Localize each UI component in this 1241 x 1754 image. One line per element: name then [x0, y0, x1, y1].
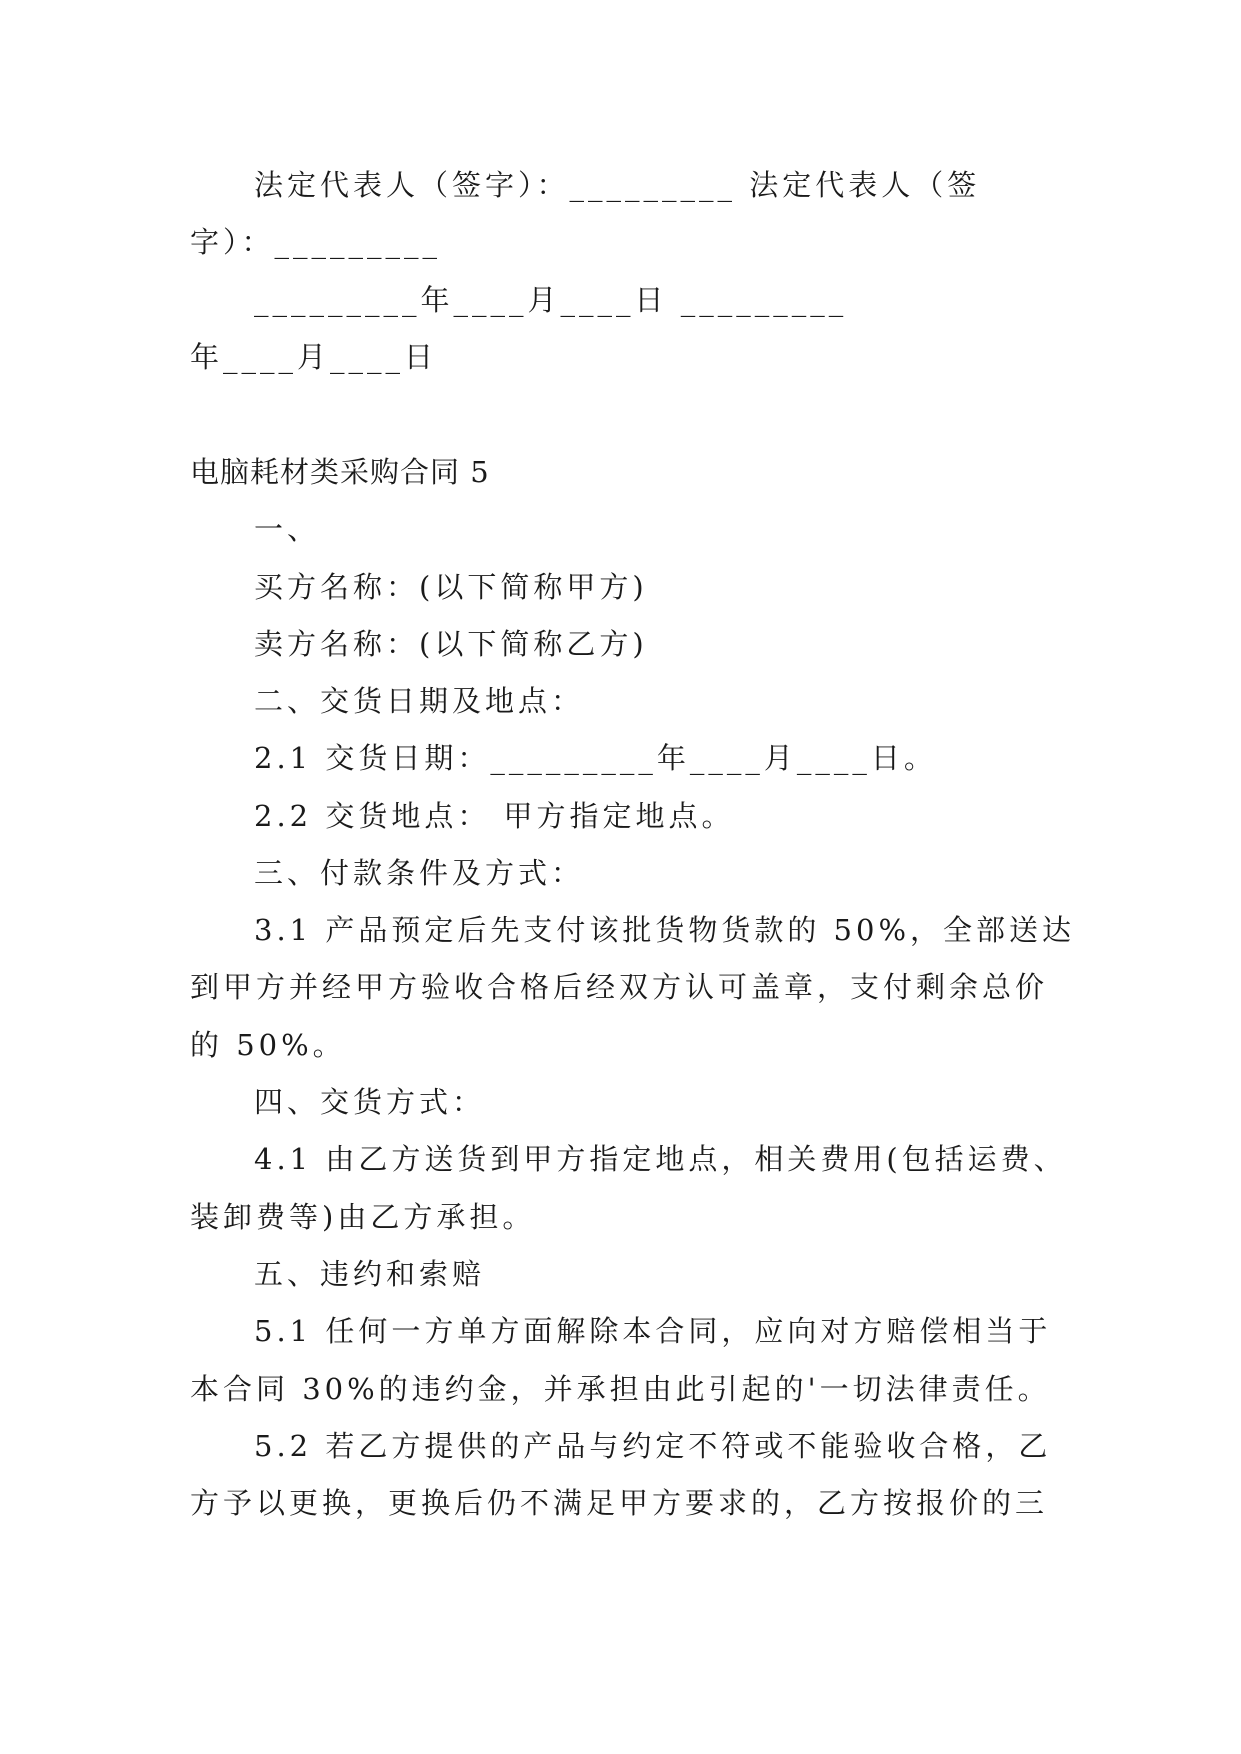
section-1-heading: 一、	[254, 512, 321, 546]
clause-5-2-line-2: 方予以更换，更换后仍不满足甲方要求的，乙方按报价的三	[190, 1486, 1049, 1520]
clause-5-2-line-1: 5.2 若乙方提供的产品与约定不符或不能验收合格，乙	[254, 1429, 1052, 1463]
clause-4-1-line-1: 4.1 由乙方送货到甲方指定地点，相关费用(包括运费、	[254, 1142, 1067, 1176]
section-5-heading: 五、违约和索赔	[254, 1257, 486, 1291]
section-4-heading: 四、交货方式：	[254, 1085, 486, 1119]
clause-2-1: 2.1 交货日期：_________年____月____日。	[254, 741, 937, 775]
clause-5-1-line-1: 5.1 任何一方单方面解除本合同，应向对方赔偿相当于	[254, 1314, 1052, 1348]
clause-2-2: 2.2 交货地点： 甲方指定地点。	[254, 799, 735, 833]
contract-title: 电脑耗材类采购合同 5	[190, 455, 490, 489]
section-3-heading: 三、付款条件及方式：	[254, 856, 585, 890]
date-line-1: _________年____月____日 _________	[254, 283, 848, 317]
section-2-heading: 二、交货日期及地点：	[254, 684, 585, 718]
date-line-2: 年____月____日	[190, 340, 438, 374]
clause-3-1-line-2: 到甲方并经甲方验收合格后经双方认可盖章，支付剩余总价	[190, 970, 1049, 1004]
signature-line-2: 字）：_________	[190, 225, 442, 259]
clause-3-1-line-3: 的 50%。	[190, 1028, 346, 1062]
clause-5-1-line-2: 本合同 30%的违约金，并承担由此引起的'一切法律责任。	[190, 1372, 1051, 1406]
signature-line-1: 法定代表人（签字）：_________ 法定代表人（签	[254, 168, 981, 202]
seller-name: 卖方名称：(以下简称乙方)	[254, 627, 648, 661]
clause-3-1-line-1: 3.1 产品预定后先支付该批货物货款的 50%，全部送达	[254, 913, 1076, 947]
buyer-name: 买方名称：(以下简称甲方)	[254, 570, 648, 604]
clause-4-1-line-2: 装卸费等)由乙方承担。	[190, 1200, 536, 1234]
